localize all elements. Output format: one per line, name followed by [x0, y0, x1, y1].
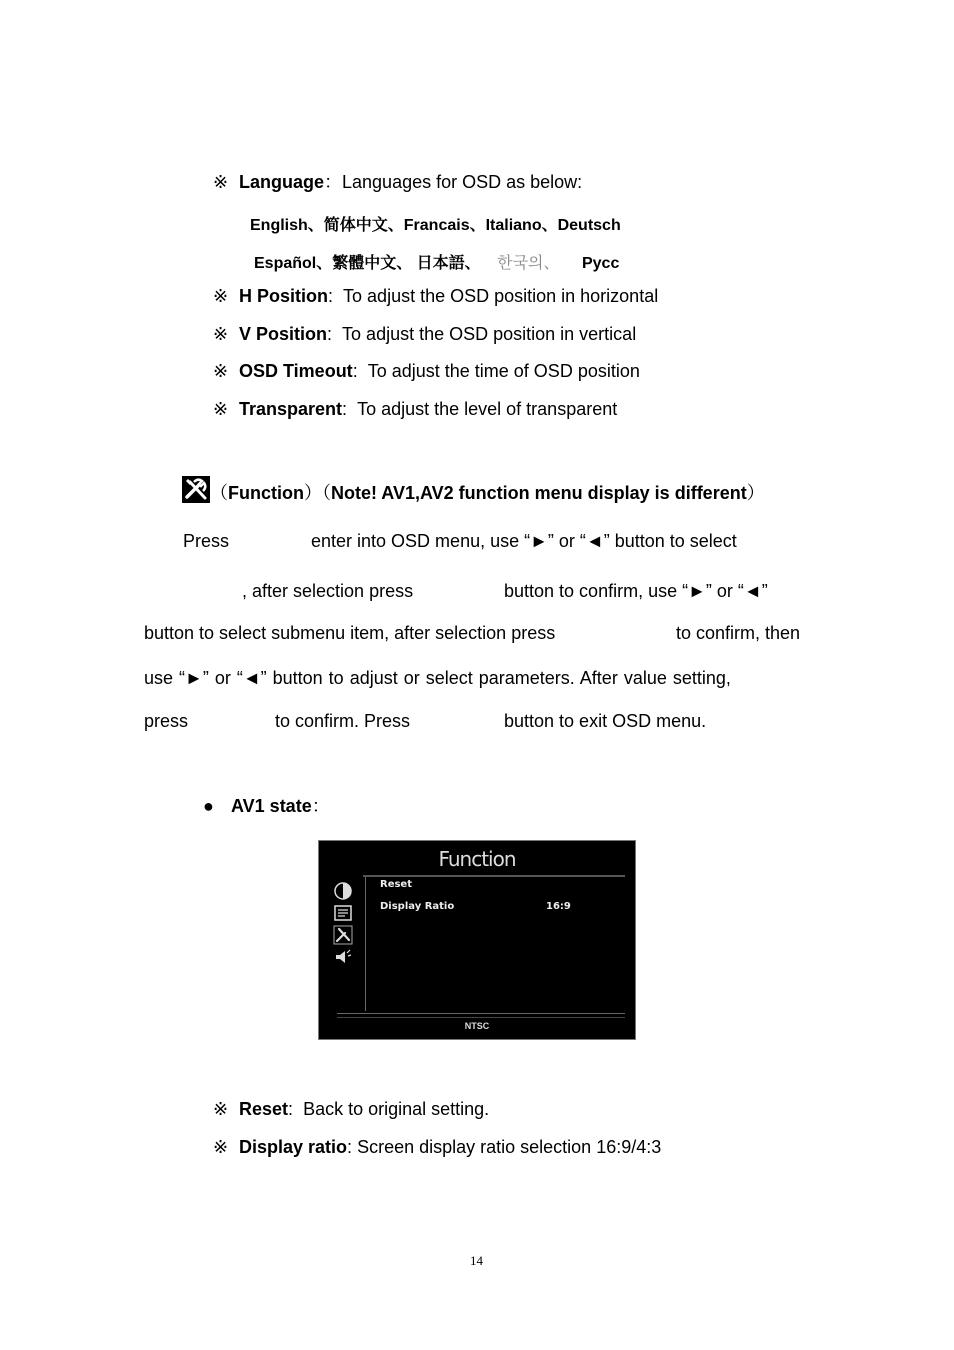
function-tools-icon — [182, 476, 210, 503]
page-number: 14 — [470, 1253, 483, 1268]
osd-row-reset: Reset — [380, 879, 412, 890]
instruction-l3-a: button to select submenu item, after selection press — [144, 623, 556, 643]
h-position-text: To adjust the OSD position in horizontal — [343, 286, 659, 306]
osd-value-display-ratio: 16:9 — [546, 901, 571, 912]
instruction-l2-a: , after selection press — [242, 581, 414, 601]
ref-mark: ※ — [213, 361, 229, 381]
transparent-item — [213, 399, 617, 420]
separator: ： — [311, 796, 330, 816]
osd-title: Function — [438, 847, 516, 871]
bullet: ● — [203, 796, 214, 816]
bracket: （ — [210, 483, 228, 503]
v-position-text: To adjust the OSD position in vertical — [342, 324, 637, 344]
ref-mark: ※ — [213, 1137, 229, 1157]
ref-mark: ※ — [213, 324, 229, 344]
reset-text: Back to original setting. — [303, 1099, 490, 1119]
instruction-l2-b: button to confirm, use “►” or “◄” — [504, 581, 768, 601]
reset-label: Reset — [239, 1099, 289, 1119]
av1-state-heading — [203, 792, 330, 818]
instruction-l5-a: press — [144, 711, 189, 731]
ref-mark: ※ — [213, 286, 229, 306]
function-note: Note! AV1,AV2 function menu display is different — [330, 483, 747, 503]
transparent-text: To adjust the level of transparent — [357, 399, 618, 419]
display-ratio-label: Display ratio — [239, 1137, 348, 1157]
function-label: Function — [228, 483, 304, 503]
instruction-l4: use “►” or “◄” button to adjust or select parameters. After value setting, — [144, 668, 731, 688]
divider — [337, 1017, 625, 1018]
function-heading — [182, 476, 765, 505]
language-korean: 한국의、 — [497, 255, 560, 272]
av1-state-label: AV1 state — [231, 796, 312, 816]
instruction-l1-a: Press — [183, 531, 230, 551]
h-position-item — [213, 286, 658, 307]
ref-mark: ※ — [213, 1099, 229, 1119]
instruction-l3-b: to confirm, then — [676, 623, 801, 643]
ref-mark: ※ — [213, 399, 229, 419]
language-list-part: Español、繁體中文、 日本語、 — [254, 255, 486, 272]
separator: : — [288, 1099, 294, 1119]
separator: ： — [324, 172, 343, 192]
instruction-l5-c: button to exit OSD menu. — [504, 711, 707, 731]
language-label: Language — [239, 172, 325, 192]
transparent-label: Transparent — [239, 399, 343, 419]
bracket: ） — [746, 483, 765, 503]
osd-row-display-ratio: Display Ratio — [380, 901, 455, 912]
osd-screenshot — [318, 840, 636, 1040]
divider — [365, 877, 366, 1011]
divider — [337, 1013, 625, 1014]
divider — [363, 875, 625, 877]
language-item — [213, 168, 582, 194]
speaker-icon — [333, 947, 353, 967]
v-position-item — [213, 324, 636, 345]
h-position-label: H Position — [239, 286, 328, 306]
language-text: Languages for OSD as below: — [342, 172, 583, 192]
language-list-line-1: English、简体中文、Francais、Italiano、Deutsch — [250, 217, 621, 234]
contrast-icon — [333, 881, 353, 901]
osd-timeout-item — [213, 361, 640, 382]
separator: : — [352, 361, 358, 381]
ref-mark: ※ — [213, 172, 229, 192]
separator: : — [327, 324, 333, 344]
language-russian: Pycc — [581, 255, 620, 272]
display-ratio-text: Screen display ratio selection 16:9/4:3 — [352, 1137, 662, 1157]
osd-timeout-label: OSD Timeout — [239, 361, 353, 381]
separator: : — [342, 399, 348, 419]
picture-icon — [333, 903, 353, 923]
osd-timeout-text: To adjust the time of OSD position — [367, 361, 640, 381]
v-position-label: V Position — [239, 324, 328, 344]
display-ratio-item — [213, 1137, 661, 1158]
bracket: ）（ — [303, 483, 331, 503]
instruction-l1-b: enter into OSD menu, use “►” or “◄” button to select — [311, 531, 737, 551]
separator: : — [328, 286, 334, 306]
instruction-l5-b: to confirm. Press — [275, 711, 411, 731]
separator: : — [347, 1137, 353, 1157]
language-list-line-2 — [254, 250, 619, 273]
osd-footer: NTSC — [464, 1021, 490, 1031]
reset-item — [213, 1099, 489, 1120]
function-tools-icon — [333, 925, 353, 945]
